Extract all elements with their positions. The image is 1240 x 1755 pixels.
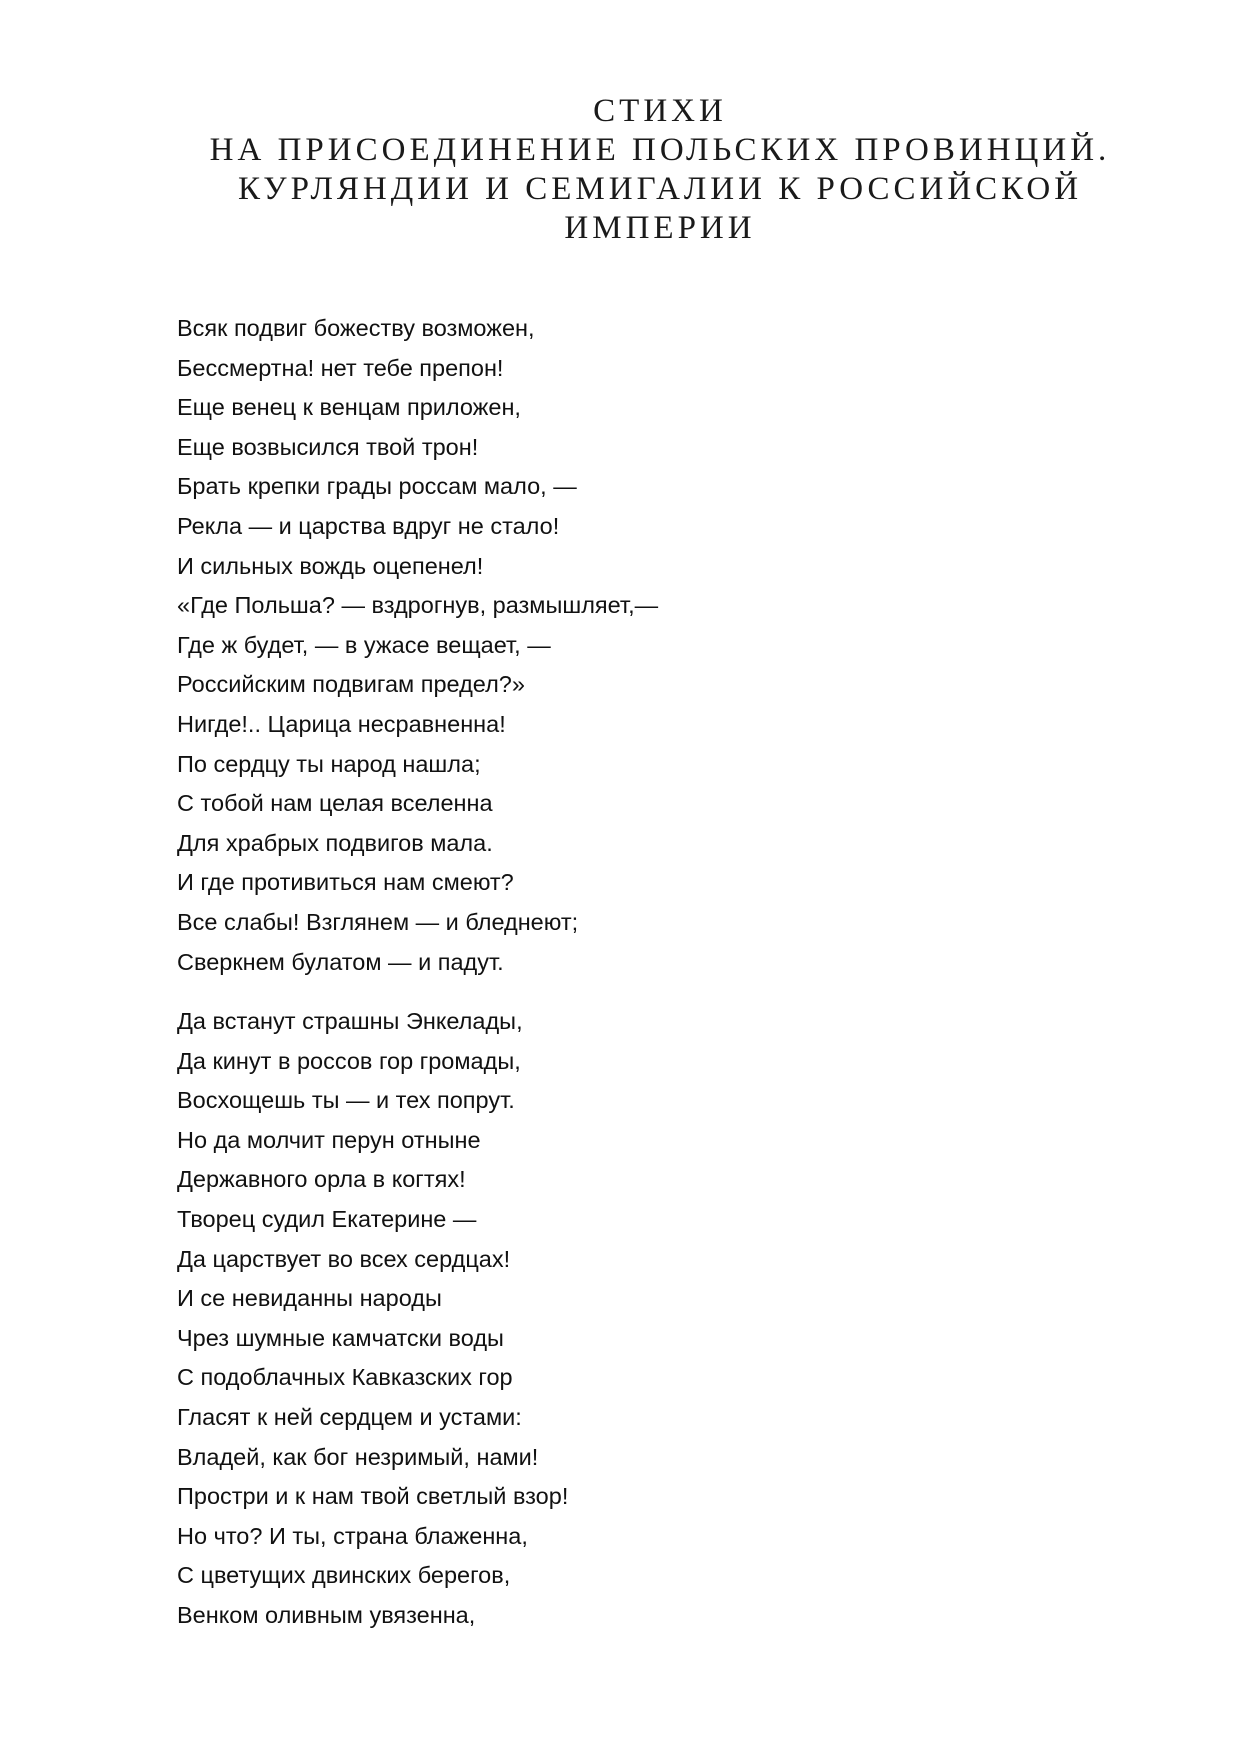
poem-line: По сердцу ты народ нашла; (177, 750, 481, 777)
poem-line: С тобой нам целая вселенна (177, 790, 493, 817)
poem-body (177, 309, 658, 1636)
poem-line: Брать крепки грады россам мало, — (177, 473, 577, 500)
poem-line: Где ж будет, — в ужасе вещает, — (177, 631, 551, 658)
poem-line: Нигде!.. Царица несравненна! (177, 710, 506, 737)
poem-title (160, 92, 1160, 248)
poem-line: Простри и к нам твой светлый взор! (177, 1483, 569, 1510)
poem-line: Владей, как бог незримый, нами! (177, 1443, 539, 1470)
poem-line: Бессмертна! нет тебе препон! (177, 354, 504, 381)
poem-line: Но что? И ты, страна блаженна, (177, 1522, 528, 1549)
poem-line: Сверкнем булатом — и падут. (177, 948, 504, 975)
poem-line: Еще возвысился твой трон! (177, 433, 479, 460)
poem-line: Рекла — и царства вдруг не стало! (177, 512, 560, 539)
poem-line: Венком оливным увязенна, (177, 1602, 476, 1628)
poem-line: Державного орла в когтях! (177, 1166, 466, 1193)
poem-line: Да царствует во всех сердцах! (177, 1245, 511, 1272)
stanza-2 (177, 1002, 658, 1636)
poem-line: С подоблачных Кавказских гор (177, 1364, 513, 1391)
poem-line: Да встанут страшны Энкелады, (177, 1008, 523, 1035)
title-line: НА ПРИСОЕДИНЕНИЕ ПОЛЬСКИХ ПРОВИНЦИЙ. (209, 132, 1111, 168)
poem-line: Все слабы! Взглянем — и бледнеют; (177, 908, 579, 935)
poem-line: И сильных вождь оцепенел! (177, 552, 484, 579)
poem-line: Российским подвигам предел?» (177, 671, 525, 698)
stanza-1 (177, 309, 658, 982)
poem-line: Всяк подвиг божеству возможен, (177, 315, 535, 341)
poem-line: С цветущих двинских берегов, (177, 1562, 511, 1589)
title-line: СТИХИ (593, 93, 727, 129)
poem-line: Да кинут в россов гор громады, (177, 1047, 521, 1074)
poem-line: Гласят к ней сердцем и устами: (177, 1404, 522, 1431)
poem-line: Творец судил Екатерине — (177, 1206, 477, 1233)
poem-line: И се невиданны народы (177, 1285, 442, 1312)
title-line: КУРЛЯНДИИ И СЕМИГАЛИИ К РОССИЙСКОЙ (237, 171, 1083, 207)
poem-line: «Где Польша? — вздрогнув, размышляет,— (177, 592, 659, 619)
poem-line: Но да молчит перун отныне (177, 1126, 481, 1153)
poem-line: Восхощешь ты — и тех попрут. (177, 1087, 515, 1114)
poem-line: И где противиться нам смеют? (177, 869, 514, 896)
poem-line: Еще венец к венцам приложен, (177, 394, 521, 421)
poem-line: Чрез шумные камчатски воды (177, 1324, 504, 1351)
poem-line: Для храбрых подвигов мала. (177, 829, 493, 856)
title-line: ИМПЕРИИ (564, 210, 756, 246)
